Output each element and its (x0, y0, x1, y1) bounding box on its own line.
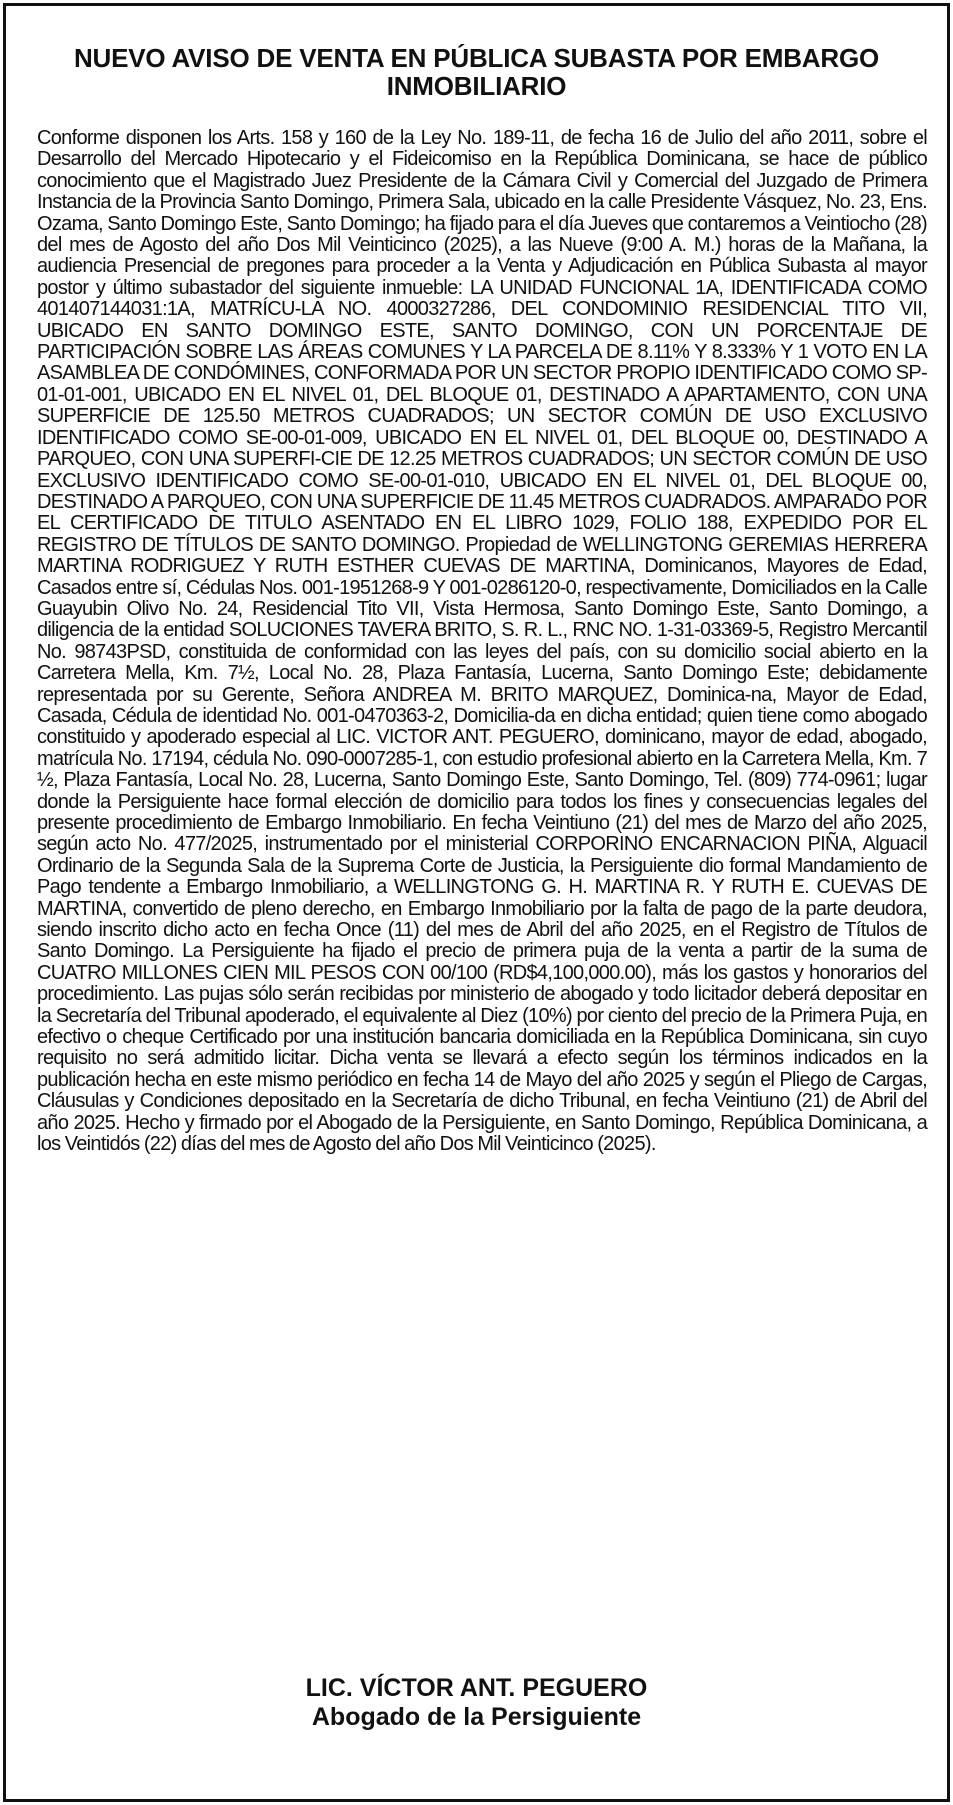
notice-body: Conforme disponen los Arts. 158 y 160 de la Ley No. 189-11, de fecha 16 de Julio del año 2011, sobre el Desarrollo del Mercado Hipotecario y el Fideicomiso en la República Dominicana, se hace de público conocimiento que el Magistrado Juez Presidente de la Cámara Civil y Comercial del Juzgado de Primera Instancia de la Provincia Santo Domingo, Primera Sala, ubicado en la calle Presidente Vásquez, No. 23, Ens. Ozama, Santo Domingo Este, Santo Domingo; ha fijado para el día Jueves que contaremos a Veintiocho (28) del mes de Agosto del año Dos Mil Veinticinco (2025), a las Nueve (9:00 A. M.) horas de la Mañana, la audiencia Presencial de pregones para proceder a la Venta y Adjudicación en Pública Subasta al mayor postor y último subastador del siguiente inmueble: LA UNIDAD FUNCIONAL 1A, IDENTIFICADA COMO 401407144031:1A, MATRÍCU-LA NO. 4000327286, DEL CONDOMINIO RESIDENCIAL TITO VII, UBICADO EN SANTO DOMINGO ESTE, SANTO DOMINGO, CON UN PORCENTAJE DE PARTICIPACIÓN SOBRE LAS ÁREAS COMUNES Y LA PARCELA DE 8.11% Y 8.333% Y 1 VOTO EN LA ASAMBLEA DE CONDÓMINES, CONFORMADA POR UN SECTOR PROPIO IDENTIFICADO COMO SP-01-01-001, UBICADO EN EL NIVEL 01, DEL BLOQUE 01, DESTINADO A APARTAMENTO, CON UNA SUPERFICIE DE 125.50 METROS CUADRADOS; UN SECTOR COMÚN DE USO EXCLUSIVO IDENTIFICADO COMO SE-00-01-009, UBICADO EN EL NIVEL 01, DEL BLOQUE 00, DESTINADO A PARQUEO, CON UNA SUPERFI-CIE DE 12.25 METROS CUADRADOS; UN SECTOR COMÚN DE USO EXCLUSIVO IDENTIFICADO COMO SE-00-01-010, UBICADO EN EL NIVEL 01, DEL BLOQUE 00, DESTINADO A PARQUEO, CON UNA SUPERFICIE DE 11.45 METROS CUADRADOS. AMPARADO POR EL CERTIFICADO DE TITULO ASENTADO EN EL LIBRO 1029, FOLIO 188, EXPEDIDO POR EL REGISTRO DE TÍTULOS DE SANTO DOMINGO. Propiedad de WELLINGTONG GEREMIAS HERRERA MARTINA RODRIGUEZ Y RUTH ESTHER CUEVAS DE MARTINA, Dominicanos, Mayores de Edad, Casados entre sí, Cédulas Nos. 001-1951268-9 Y 001-0286120-0, respectivamente, Domiciliados en la Calle Guayubin Olivo No. 24, Residencial Tito VII, Vista Hermosa, Santo Domingo Este, Santo Domingo, a diligencia de la entidad SOLUCIONES TAVERA BRITO, S. R. L., RNC NO. 1-31-03369-5, Registro Mercantil No. 98743PSD, constituida de conformidad con las leyes del país, con su domicilio social abierto en la Carretera Mella, Km. 7½, Local No. 28, Plaza Fantasía, Lucerna, Santo Domingo Este; debidamente representada por su Gerente, Señora ANDREA M. BRITO MARQUEZ, Dominica-na, Mayor de Edad, Casada, Cédula de identidad No. 001-0470363-2, Domicilia-da en dicha entidad; quien tiene como abogado constituido y apoderado especial al LIC. VICTOR ANT. PEGUERO, dominicano, mayor de edad, abogado, matrícula No. 17194, cédula No. 090-0007285-1, con estudio profesional abierto en la Carretera Mella, Km. 7 ½, Plaza Fantasía, Local No. 28, Lucerna, Santo Domingo Este, Santo Domingo, Tel. (809) 774-0961; lugar donde la Persiguiente hace formal elección de domicilio para todos los fines y consecuencias legales del presente procedimiento de Embargo Inmobiliario. En fecha Veintiuno (21) del mes de Marzo del año 2025, según acto No. 477/2025, instrumentado por el ministerial CORPORINO ENCARNACION PIÑA, Alguacil Ordinario de la Segunda Sala de la Suprema Corte de Justicia, la Persiguiente dio formal Mandamiento de Pago tendente a Embargo Inmobiliario, a WELLINGTONG G. H. MARTINA R. Y RUTH E. CUEVAS DE MARTINA, convertido de pleno derecho, en Embargo Inmobiliario por la falta de pago de la parte deudora, siendo inscrito dicho acto en fecha Once (11) del mes de Abril del año 2025, en el Registro de Títulos de Santo Domingo. La Persiguiente ha fijado el precio de primera puja de la venta a partir de la suma de CUATRO MILLONES CIEN MIL PESOS CON 00/100 (RD$4,100,000.00), más los gastos y honorarios del procedimiento. Las pujas sólo serán recibidas por ministerio de abogado y todo licitador deberá depositar en la Secretaría del Tribunal apoderado, el equivalente al Diez (10%) por ciento del precio de la Primera Puja, en efectivo o cheque Certificado por una institución bancaria domiciliada en la República Dominicana, sin cuyo requisito no será admitido licitar. Dicha venta se llevará a efecto según los términos indicados en la publicación hecha en este mismo periódico en fecha 14 de Mayo del año 2025 y según el Pliego de Cargas, Cláusulas y Condiciones depositado en la Secretaría de dicho Tribunal, en fecha Veintiuno (21) de Abril del año 2025. Hecho y firmado por el Abogado de la Persiguiente, en Santo Domingo, República Dominicana, a los Veintidós (22) días del mes de Agosto del año Dos Mil Veinticinco (2025). (37, 127, 927, 1156)
legal-notice (3, 3, 950, 1802)
signature-name: LIC. VÍCTOR ANT. PEGUERO (305, 1674, 648, 1702)
signature-block (46, 1674, 907, 1732)
notice-title: NUEVO AVISO DE VENTA EN PÚBLICA SUBASTA POR EMBARGO INMOBILIARIO (73, 43, 879, 101)
signature-role: Abogado de la Persiguiente (311, 1703, 642, 1731)
